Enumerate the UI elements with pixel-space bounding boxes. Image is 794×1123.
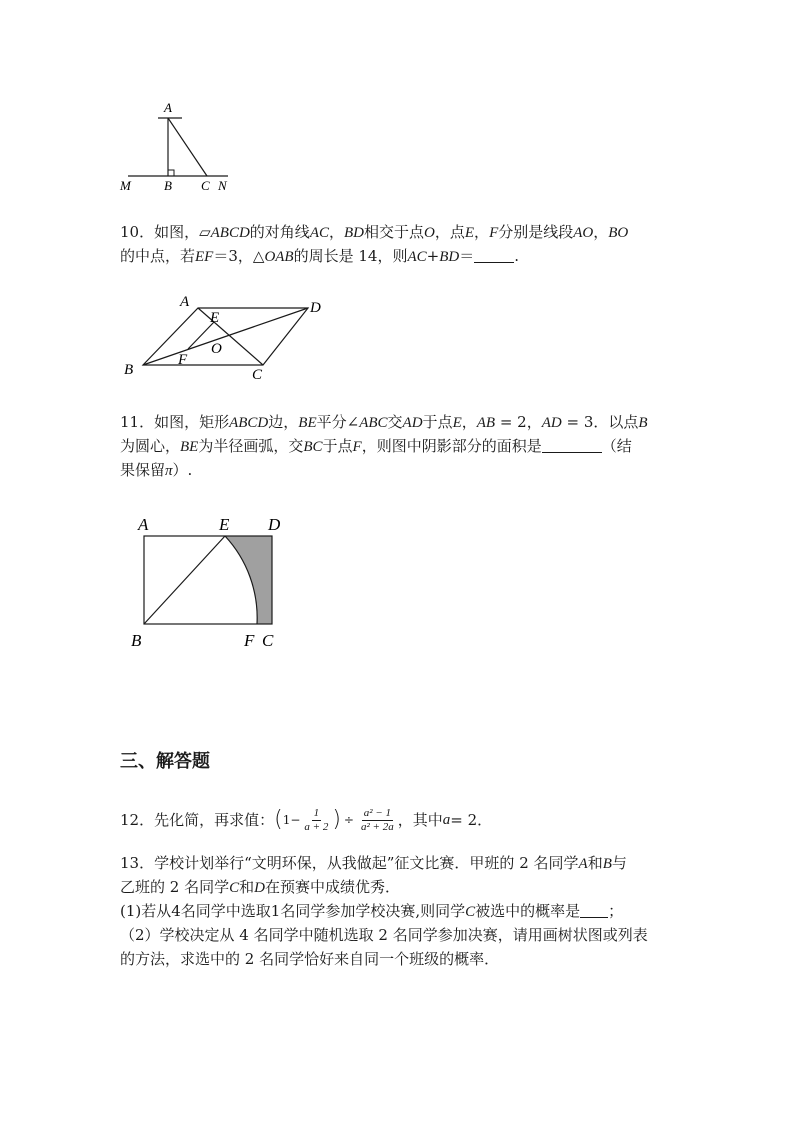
label-C: C xyxy=(262,631,274,650)
label-B: B xyxy=(124,362,134,378)
answer-blank-q11 xyxy=(542,436,602,453)
label-N: N xyxy=(218,178,227,193)
label-D: D xyxy=(268,515,281,534)
label-O: O xyxy=(211,341,222,357)
question-11-line3: 果保留π）. xyxy=(120,461,193,479)
label-B: B xyxy=(164,178,172,193)
question-13-part2-line1: （2）学校决定从 4 名同学中随机选取 2 名同学参加决赛，请用画树状图或列表 xyxy=(120,926,648,944)
question-11-line2: 为圆心，BE为半径画弧，交BC于点F，则图中阴影部分的面积是 （结 xyxy=(120,437,632,455)
answer-blank-q10 xyxy=(474,246,514,263)
question-10-line1: 10．如图，▱ABCD的对角线AC，BD相交于点O，点E，F分别是线段AO，BO xyxy=(120,223,629,241)
label-C: C xyxy=(252,367,263,383)
label-E: E xyxy=(219,515,230,534)
label-B: B xyxy=(131,631,142,650)
label-F: F xyxy=(244,631,255,650)
question-13-part2-line2: 的方法，求选中的 2 名同学恰好来自同一个班级的概率． xyxy=(120,950,500,968)
label-A: A xyxy=(180,294,190,310)
label-C: C xyxy=(201,178,210,193)
label-D: D xyxy=(310,300,321,316)
shaded-region xyxy=(225,536,272,624)
question-11-line1: 11．如图，矩形ABCD边，BE平分∠ABC交AD于点E，AB = 2，AD = 3．以点B xyxy=(120,413,648,431)
figure-q11 xyxy=(128,512,298,657)
section-heading: 三、解答题 xyxy=(120,751,210,772)
figure-q9 xyxy=(110,96,240,196)
question-13-line2: 乙班的 2 名同学C和D在预赛中成绩优秀． xyxy=(120,878,400,896)
question-10-line2: 的中点，若EF＝3，△OAB的周长是 14，则AC+BD＝ . xyxy=(120,247,520,265)
answer-blank-q13 xyxy=(580,901,608,918)
question-13-line1: 13．学校计划举行“文明环保，从我做起”征文比赛．甲班的 2 名同学A和B与 xyxy=(120,854,627,872)
label-M: M xyxy=(120,178,131,193)
question-13-part1: (1)若从4名同学中选取1名同学参加学校决赛,则同学C被选中的概率是 ； xyxy=(120,902,624,920)
question-12: 12．先化简，再求值： ( 1 − $\frac{1}{a + 2}$ ) ÷ $\frac{\text{a² − 1}}{\text{a² + 2a}}$ ，其中 a = 2． xyxy=(120,806,493,833)
label-A: A xyxy=(138,515,149,534)
figure-q10 xyxy=(118,290,338,385)
fraction-1: $\frac{1}{a + 2}$ xyxy=(304,806,329,833)
fraction-2: $\frac{\text{a² − 1}}{\text{a² + 2a}}$ xyxy=(360,806,394,833)
label-E: E xyxy=(210,310,220,326)
label-A: A xyxy=(164,100,172,115)
label-F: F xyxy=(178,352,188,368)
